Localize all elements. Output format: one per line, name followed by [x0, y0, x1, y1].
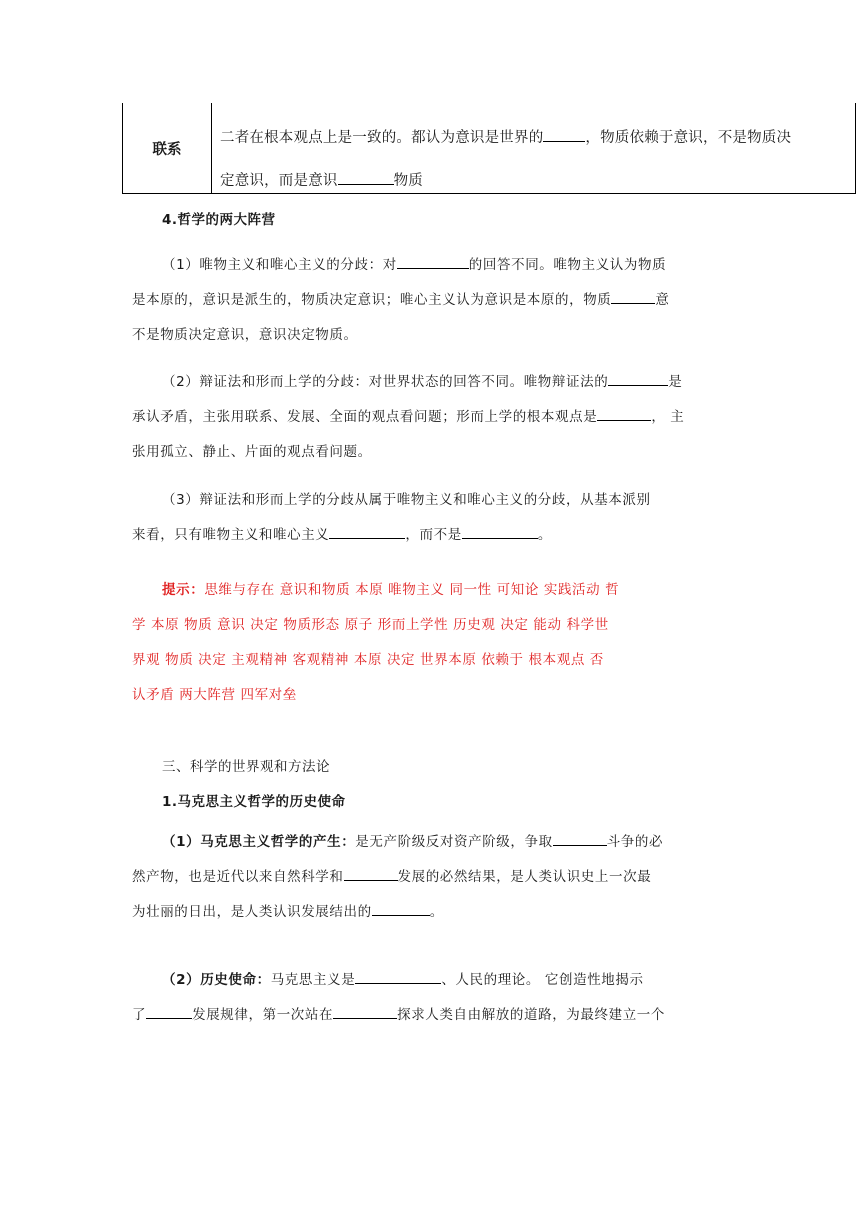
paragraph [132, 963, 732, 1033]
table-text-1b: ，物质依赖于意识，不是物质决 [585, 130, 792, 146]
fill-blank[interactable] [597, 407, 651, 422]
text: 界观 物质 决定 主观精神 客观精神 本原 决定 世界本原 依赖于 根本观点 否 [132, 652, 604, 668]
text: 思维与存在 意识和物质 本原 唯物主义 同一性 可知论 实践活动 哲 [204, 582, 620, 598]
fill-blank[interactable] [608, 372, 668, 387]
text: 的回答不同。唯物主义认为物质 [468, 257, 667, 273]
text: 是 [668, 374, 683, 390]
fill-blank[interactable] [611, 290, 655, 305]
fill-blank[interactable] [372, 902, 430, 917]
text: ，而不是 [405, 527, 462, 543]
fill-blank[interactable] [543, 127, 585, 143]
paragraph [132, 248, 732, 353]
fill-blank[interactable] [553, 832, 607, 847]
fill-blank[interactable] [355, 970, 441, 985]
text: 来看，只有唯物主义和唯心主义 [132, 527, 330, 543]
text: 马克思主义是 [270, 972, 356, 988]
paragraph [132, 365, 732, 470]
text: （1）唯物主义和唯心主义的分歧：对 [162, 257, 397, 273]
text: 。 [537, 527, 552, 543]
text: 发展规律，第一次站在 [192, 1007, 334, 1023]
fill-blank[interactable] [146, 1005, 192, 1020]
text: 张用孤立、静止、片面的观点看问题。 [132, 444, 372, 460]
fill-blank[interactable] [333, 1005, 397, 1020]
hint-label: 提示： [162, 582, 205, 598]
text: 意 [655, 292, 670, 308]
text: 承认矛盾，主张用联系、发展、全面的观点看问题；形而上学的根本观点是 [132, 409, 598, 425]
text: （2）辩证法和形而上学的分歧：对世界状态的回答不同。唯物辩证法的 [162, 374, 609, 390]
text: 不是物质决定意识，意识决定物质。 [132, 327, 358, 343]
section-heading: 4.哲学的两大阵营 [162, 212, 276, 228]
subsection-heading: 1.马克思主义哲学的历史使命 [162, 794, 346, 810]
text: ， 主 [651, 409, 685, 425]
table-text-2b: 物质 [393, 173, 424, 189]
text: 是本原的，意识是派生的，物质决定意识；唯心主义认为意识是本原的，物质 [132, 292, 612, 308]
text: 了 [132, 1007, 147, 1023]
text: 发展的必然结果，是人类认识史上一次最 [397, 869, 652, 885]
lead-text: （1）马克思主义哲学的产生： [162, 834, 356, 850]
text: 然产物，也是近代以来自然科学和 [132, 869, 344, 885]
text: 认矛盾 两大阵营 四军对垒 [132, 687, 297, 703]
fill-blank[interactable] [344, 867, 398, 882]
text: 斗争的必 [606, 834, 664, 850]
table-fragment [122, 103, 856, 194]
text: 。 [429, 904, 444, 920]
fill-blank[interactable] [462, 525, 538, 540]
table-row-content [220, 117, 848, 203]
table-text-1a: 二者在根本观点上是一致的。都认为意识是世界的 [220, 130, 544, 146]
text: 是无产阶级反对资产阶级，争取 [355, 834, 553, 850]
section-heading: 三、科学的世界观和方法论 [162, 759, 330, 775]
lead-text: （2）历史使命： [162, 972, 271, 988]
fill-blank[interactable] [397, 255, 469, 270]
fill-blank[interactable] [329, 525, 405, 540]
paragraph [132, 483, 732, 553]
text: 学 本原 物质 意识 决定 物质形态 原子 形而上学性 历史观 决定 能动 科学世 [132, 617, 609, 633]
text: （3）辩证法和形而上学的分歧从属于唯物主义和唯心主义的分歧，从基本派别 [162, 492, 651, 508]
paragraph [132, 825, 732, 930]
text: 、人民的理论。 它创造性地揭示 [441, 972, 644, 988]
fill-blank[interactable] [338, 170, 394, 186]
text: 探求人类自由解放的道路，为最终建立一个 [397, 1007, 666, 1023]
hint-block [132, 573, 732, 713]
table-text-2a: 定意识，而是意识 [220, 173, 338, 189]
text: 为壮丽的日出，是人类认识发展结出的 [132, 904, 372, 920]
table-row-label: 联系 [123, 103, 212, 193]
